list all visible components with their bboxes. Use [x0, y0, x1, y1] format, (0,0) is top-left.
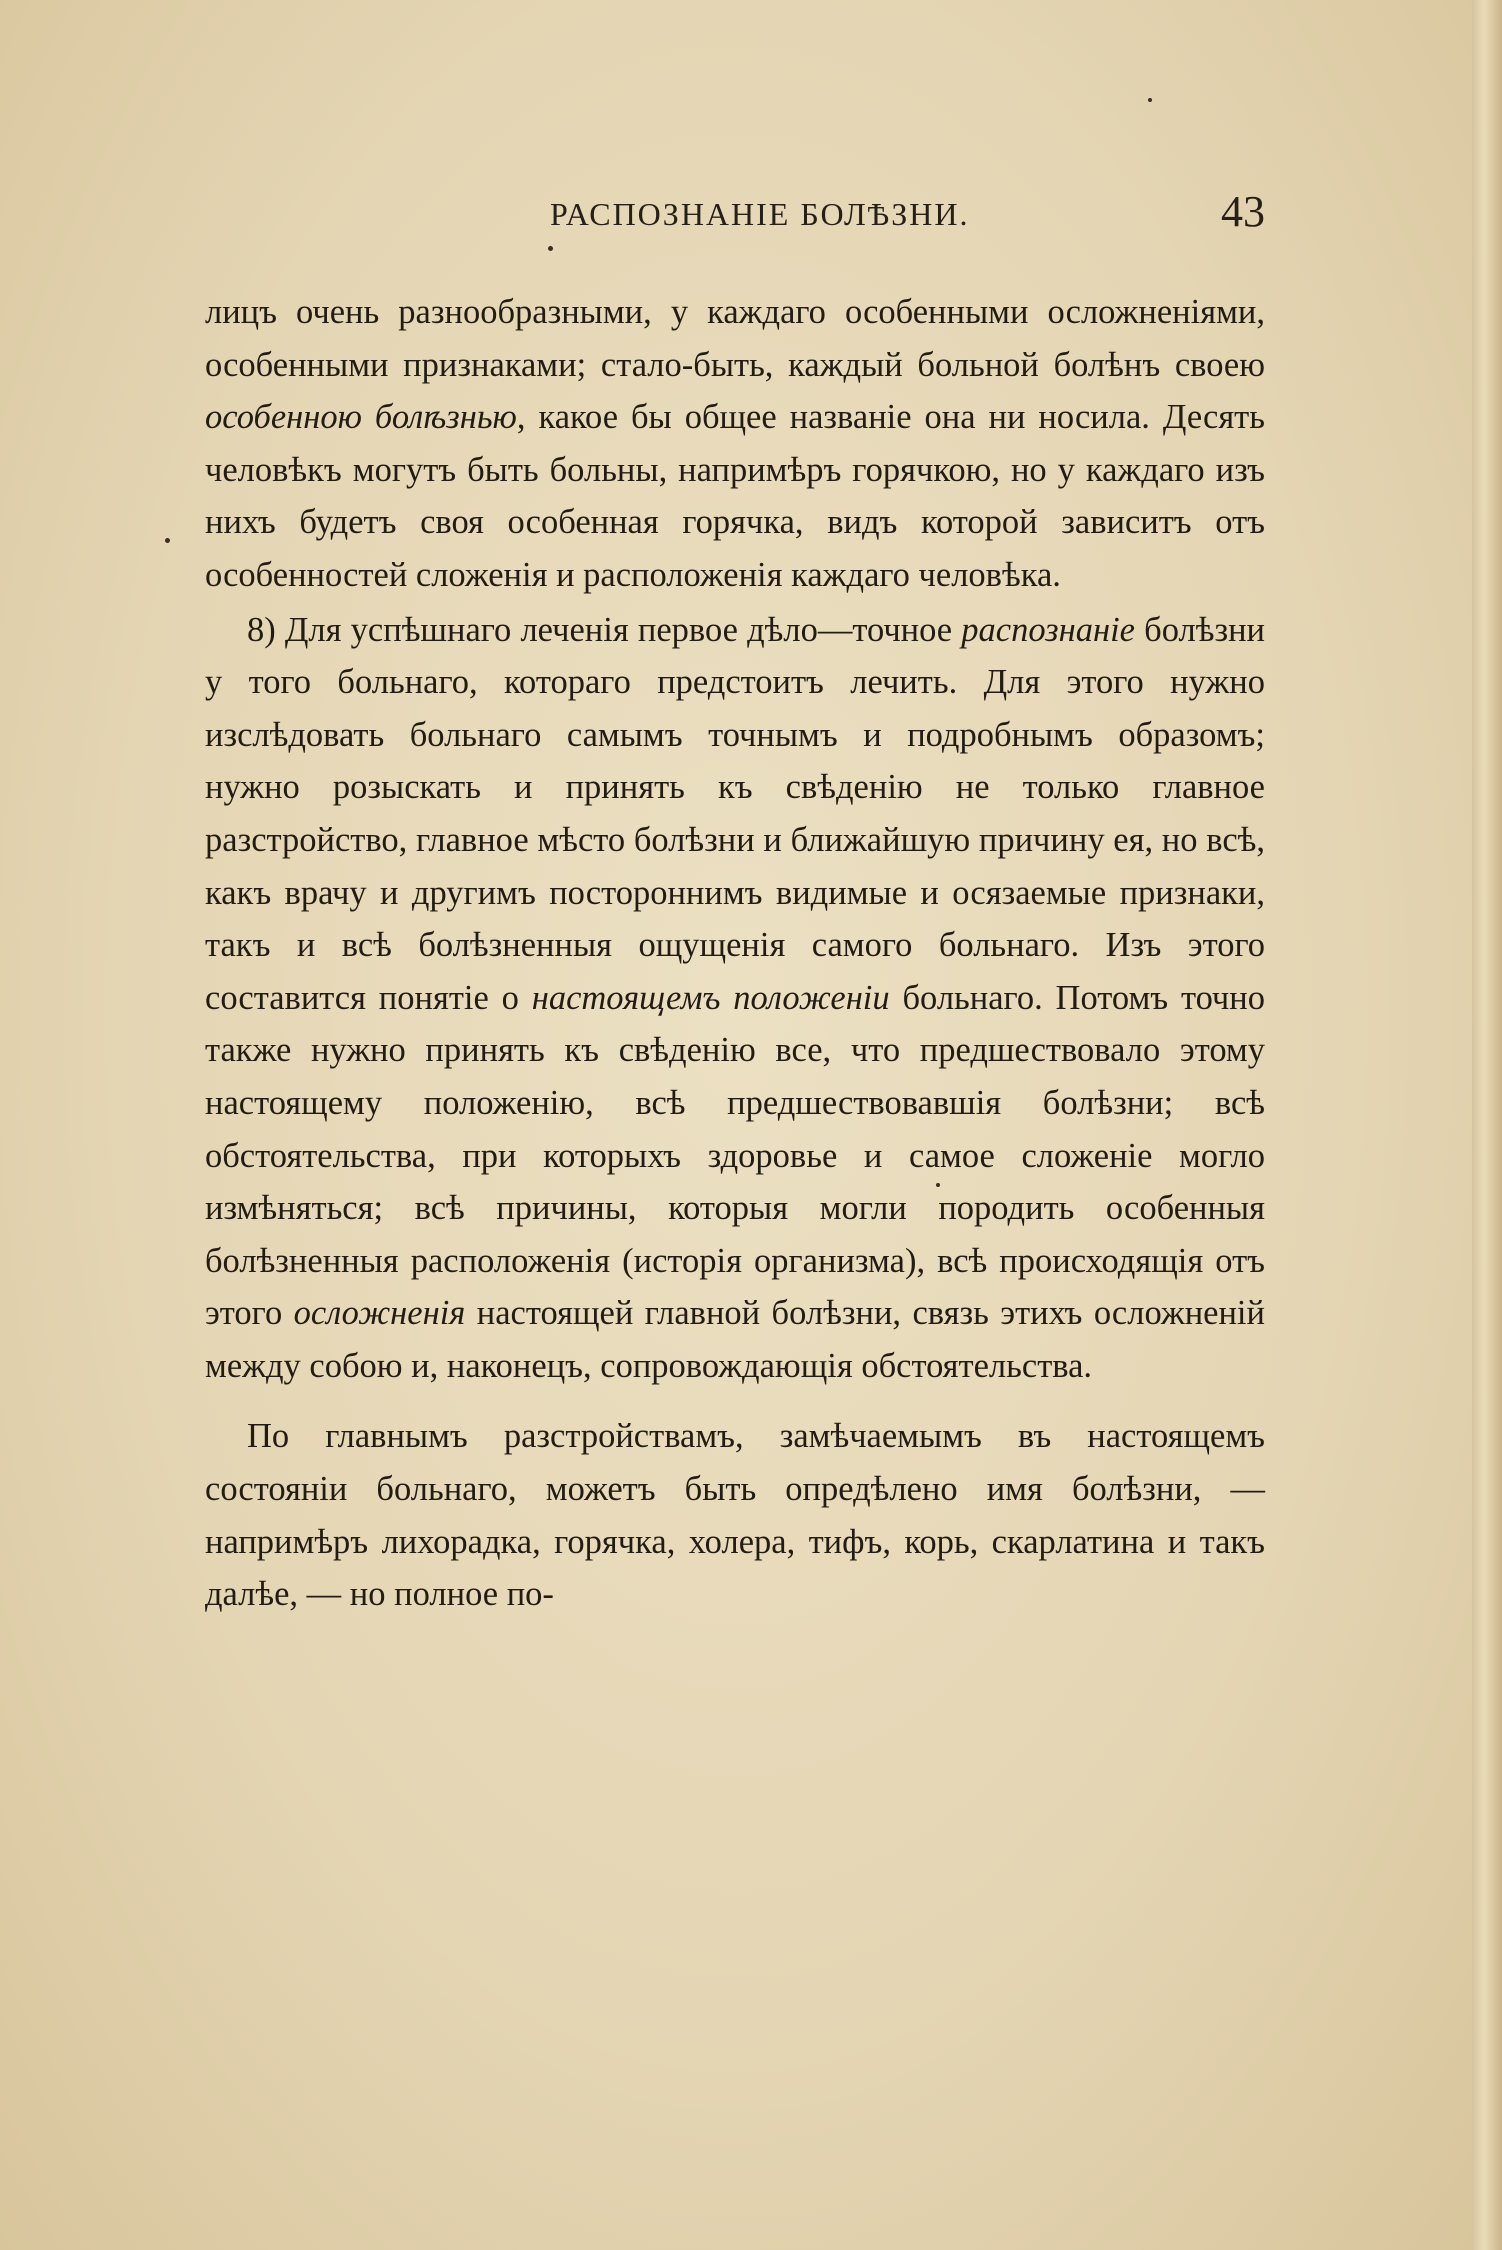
text-segment: болѣзни у того больнаго, котораго предстоитъ лечить. Для этого нужно изслѣдовать больнаго самымъ точнымъ и подробнымъ образомъ; нужно розыскать и принять къ свѣденію не только главное разстройство, главное мѣсто болѣзни и ближайшую причину ея, но всѣ, какъ врачу и другимъ постороннимъ видимые и осязаемые признаки, такъ и всѣ болѣзненныя ощущенія самого больнаго. Изъ этого составится понятіе о	[205, 610, 1265, 1017]
paragraph-1	[205, 286, 1265, 602]
emphasis-segment: настоящемъ положеніи	[531, 978, 890, 1017]
text-segment: лицъ очень разнообразными, у каждаго особенными осложненіями, особенными признаками; стало-быть, каждый больной болѣнъ своею	[205, 293, 1265, 384]
ink-spot	[548, 246, 553, 251]
text-segment: , какое бы общее названіе она ни носила. Десять человѣкъ могутъ быть больны, напримѣръ горячкою, но у каждаго изъ нихъ будетъ своя особенная горячка, видъ которой зависитъ отъ особенностей сложенія и расположенія каждаго человѣка.	[205, 398, 1265, 594]
ink-spot	[165, 538, 170, 543]
page-number: 43	[1221, 187, 1265, 236]
text-segment: больнаго. Потомъ точно также нужно принять къ свѣденію все, что предшествовало этому настоящему положенію, всѣ предшествовавшія болѣзни; всѣ обстоятельства, при которыхъ здоровье и самое сложеніе могло измѣняться; всѣ причины, которыя могли породить особенныя болѣзненныя расположенія (исторія организма), всѣ происходящія отъ этого	[205, 978, 1266, 1333]
text-segment: По главнымъ разстройствамъ, замѣчаемымъ въ настоящемъ состояніи больнаго, можетъ быть опредѣлено имя болѣзни, — напримѣръ лихорадка, горячка, холера, тифъ, корь, скарлатина и такъ далѣе, — но полное по-	[205, 1417, 1265, 1614]
ink-spot	[936, 1183, 940, 1187]
body-text	[205, 286, 1265, 1621]
paragraph-2	[205, 604, 1265, 1393]
emphasis-segment: осложненія	[293, 1294, 466, 1333]
text-segment: 8) Для успѣшнаго леченія первое дѣло—точное	[247, 610, 962, 649]
page-edge	[1472, 0, 1502, 2250]
emphasis-segment: особенною болѣзнью	[205, 398, 517, 437]
text-segment: настоящей главной болѣзни, связь этихъ осложненій между собою и, наконецъ, сопровождающія обстоятельства.	[205, 1294, 1265, 1385]
running-title: РАСПОЗНАНІЕ БОЛѢЗНИ.	[550, 196, 970, 232]
page-header	[205, 187, 1265, 240]
paragraph-3	[205, 1410, 1265, 1620]
emphasis-segment: распознаніе	[961, 610, 1135, 649]
ink-spot	[1148, 98, 1152, 102]
